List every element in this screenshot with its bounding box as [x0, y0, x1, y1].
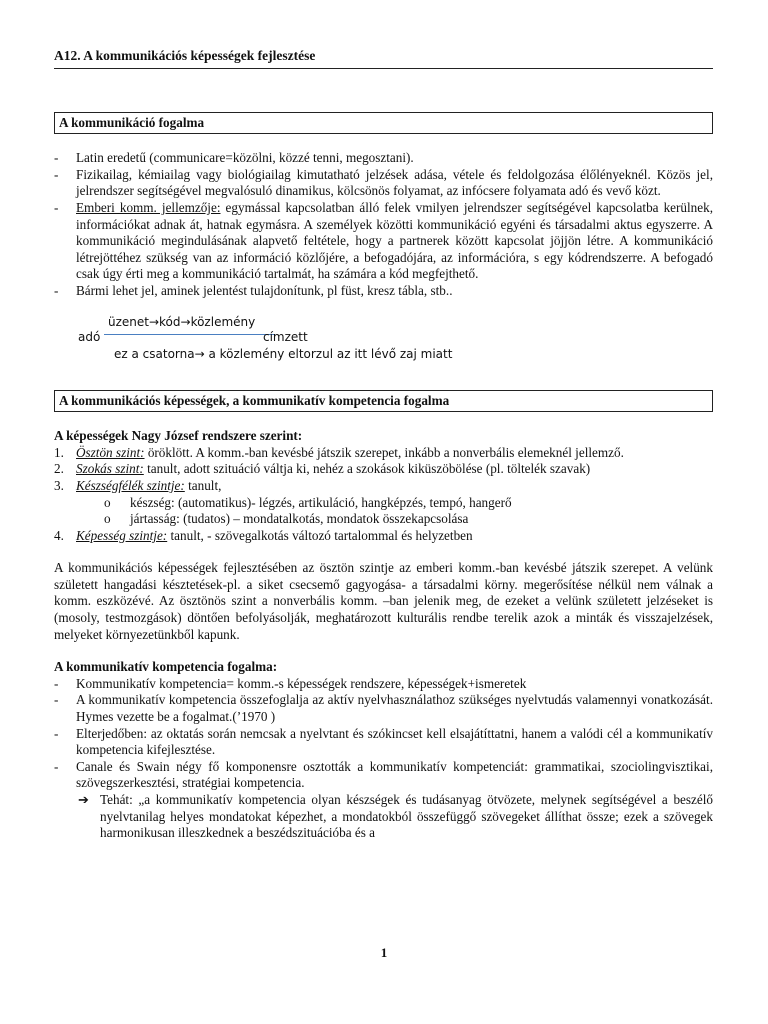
- list-item-text: Kommunikatív kompetencia= komm.-s képességek rendszere, képességek+ismeretek: [76, 675, 527, 691]
- item-number: 3.: [54, 477, 64, 493]
- numbered-item: [54, 461, 713, 478]
- level-description: tanult,: [184, 477, 222, 493]
- subheading-nagy-jozsef: A képességek Nagy József rendszere szerint:: [54, 428, 303, 444]
- list-item: [54, 759, 713, 792]
- sub-list-item: [54, 495, 713, 512]
- dash-marker: -: [54, 675, 59, 691]
- dash-marker: -: [54, 282, 59, 298]
- numbered-item-text: [76, 478, 713, 495]
- list-item: [54, 283, 713, 300]
- diagram-bottom-label: ez a csatorna→ a közlemény eltorzul az itt lévő zaj miatt: [114, 346, 453, 361]
- diagram-sender-label: adó: [78, 329, 101, 344]
- document-title: A12. A kommunikációs képességek fejlesztése: [54, 48, 713, 69]
- list-item: [54, 726, 713, 759]
- circle-bullet: o: [104, 511, 111, 527]
- numbered-item: [54, 478, 713, 495]
- list-item-text: Canale és Swain négy fő komponensre osztották a kommunikatív kompetenciát: grammatikai, szociolingvisztikai, szövegszerkesztési, stratégiai kompetencia.: [76, 758, 713, 791]
- list-item-text: Fizikailag, kémiailag vagy biológiailag kimutatható jelzések adása, vétele és feldolgozása élőlényeknél. Közös jel, jelrendszer segítségével megvalósuló dinamikus, kölcsönös folyamat, az infócsere folyamata adó és vevő közt.: [76, 166, 713, 199]
- dash-marker: -: [54, 199, 59, 215]
- arrow-item-text: Tehát: „a kommunikatív kompetencia olyan készségek és tudásanyag ötvözete, melynek segítségével a beszélő nyelvtanilag helyes mondatokat képezhet, a mondatokból összefüggő szövegeket állíthat össze; ezek a szövegek harmonikusan illeszkednek a beszédszituációba és a: [100, 792, 713, 841]
- sub-list-item: [54, 511, 713, 528]
- list-item-text: Bármi lehet jel, aminek jelentést tulajdonítunk, pl füst, kresz tábla, stb..: [76, 282, 453, 298]
- list-item: [54, 150, 713, 167]
- level-term: Képesség szintje:: [76, 527, 168, 543]
- sub-list-item-text: jártasság: (tudatos) – mondatalkotás, mondatok összekapcsolása: [130, 511, 469, 527]
- numbered-item-text: [76, 461, 713, 478]
- level-description: tanult, adott szituáció váltja ki, nehéz a szokások kiküszöbölése (pl. töltelék szavak): [143, 461, 591, 477]
- section-heading-communication-concept: A kommunikáció fogalma: [54, 112, 713, 135]
- section-heading-competence: A kommunikációs képességek, a kommunikatív kompetencia fogalma: [54, 390, 713, 413]
- numbered-item-text: [76, 528, 713, 545]
- list-item: [54, 200, 713, 283]
- level-term: Ösztön szint:: [76, 444, 145, 460]
- circle-bullet: o: [104, 494, 111, 510]
- sub-list-item-text: készség: (automatikus)- légzés, artikuláció, hangképzés, tempó, hangerő: [130, 494, 512, 510]
- item-number: 1.: [54, 444, 64, 460]
- list-item: [54, 676, 713, 693]
- list-item: [54, 167, 713, 200]
- item-number: 4.: [54, 527, 64, 543]
- list-item-text: [76, 200, 713, 283]
- level-term: Készségfélék szintje:: [76, 477, 185, 493]
- numbered-item: [54, 528, 713, 545]
- numbered-item: [54, 445, 713, 462]
- subheading-competence-concept: A kommunikatív kompetencia fogalma:: [54, 659, 278, 675]
- level-term: Szokás szint:: [76, 461, 144, 477]
- diagram-top-label: üzenet→kód→közlemény: [108, 314, 256, 329]
- diagram-receiver-label: címzett: [263, 329, 308, 344]
- list-item-body: egymással kapcsolatban álló felek vmilyen jelrendszer segítségével kapcsolatba kerülnek, információkat adnak át, hatnak egymásra. A személyek közötti kommunikáció egyéni és társadalmi aktus egyszerre. A kommunikáció megindulásának alapvető feltétele, hogy a partnerek között kapcsolat jöjjön létre. A kommunikáció létrejöttéhez szükség van az információ közlőjére, a befogadójára, az információra, s egy kódrendszerre. A befogadó csak úgy érti meg a kommunikáció tartalmát, ha számára a kód megfejthető.: [76, 199, 713, 282]
- dash-marker: -: [54, 758, 59, 774]
- channel-line: [104, 334, 274, 335]
- underlined-term: Emberi komm. jellemzője:: [76, 199, 221, 215]
- list-item-text: A kommunikatív kompetencia összefoglalja az aktív nyelvhasználathoz szükséges nyelvtudás valamennyi vonatkozását. Hymes vezette be a fogalmat.(’1970 ): [76, 692, 713, 725]
- arrow-item: [54, 792, 713, 842]
- dash-marker: -: [54, 692, 59, 708]
- communication-diagram: [54, 314, 713, 366]
- list-item: [54, 692, 713, 725]
- document-page: [54, 48, 713, 842]
- level-description: tanult, - szövegalkotás változó tartalommal és helyzetben: [167, 527, 473, 543]
- level-description: öröklött. A komm.-ban kevésbé játszik szerepet, inkább a nonverbális elemeknél jellemző.: [144, 444, 624, 460]
- body-paragraph: A kommunikációs képességek fejlesztésében az ösztön szintje az emberi komm.-ban kevésbé játszik szerepet. A velünk született hangadási késztetések-pl. a siket csecsemő gagyogása- a társadalmi körny. megerősítése nélkül nem válnak a komm. eszközévé. Az ösztönös szint a nonverbális komm. –ban jelenik meg, de ezeket a velünk született jelzéseket is (mosoly, testmozgások) döntően befolyásolják, meghatározott kulturális rendbe terelik azok a minták és visszajelzések, melyeket környezetünkből kapunk.: [54, 560, 713, 642]
- arrow-icon: ➔: [78, 792, 90, 807]
- dash-marker: -: [54, 150, 59, 166]
- list-item-text: Latin eredetű (communicare=közölni, közzé tenni, megosztani).: [76, 150, 414, 166]
- dash-marker: -: [54, 166, 59, 182]
- dash-marker: -: [54, 725, 59, 741]
- list-item-text: Elterjedőben: az oktatás során nemcsak a nyelvtant és szókincset kell elsajátíttatni, hanem a valódi cél a kommunikatív kompetencia kifejlesztése.: [76, 725, 713, 758]
- item-number: 2.: [54, 461, 64, 477]
- page-number: 1: [380, 945, 388, 960]
- numbered-item-text: [76, 445, 713, 462]
